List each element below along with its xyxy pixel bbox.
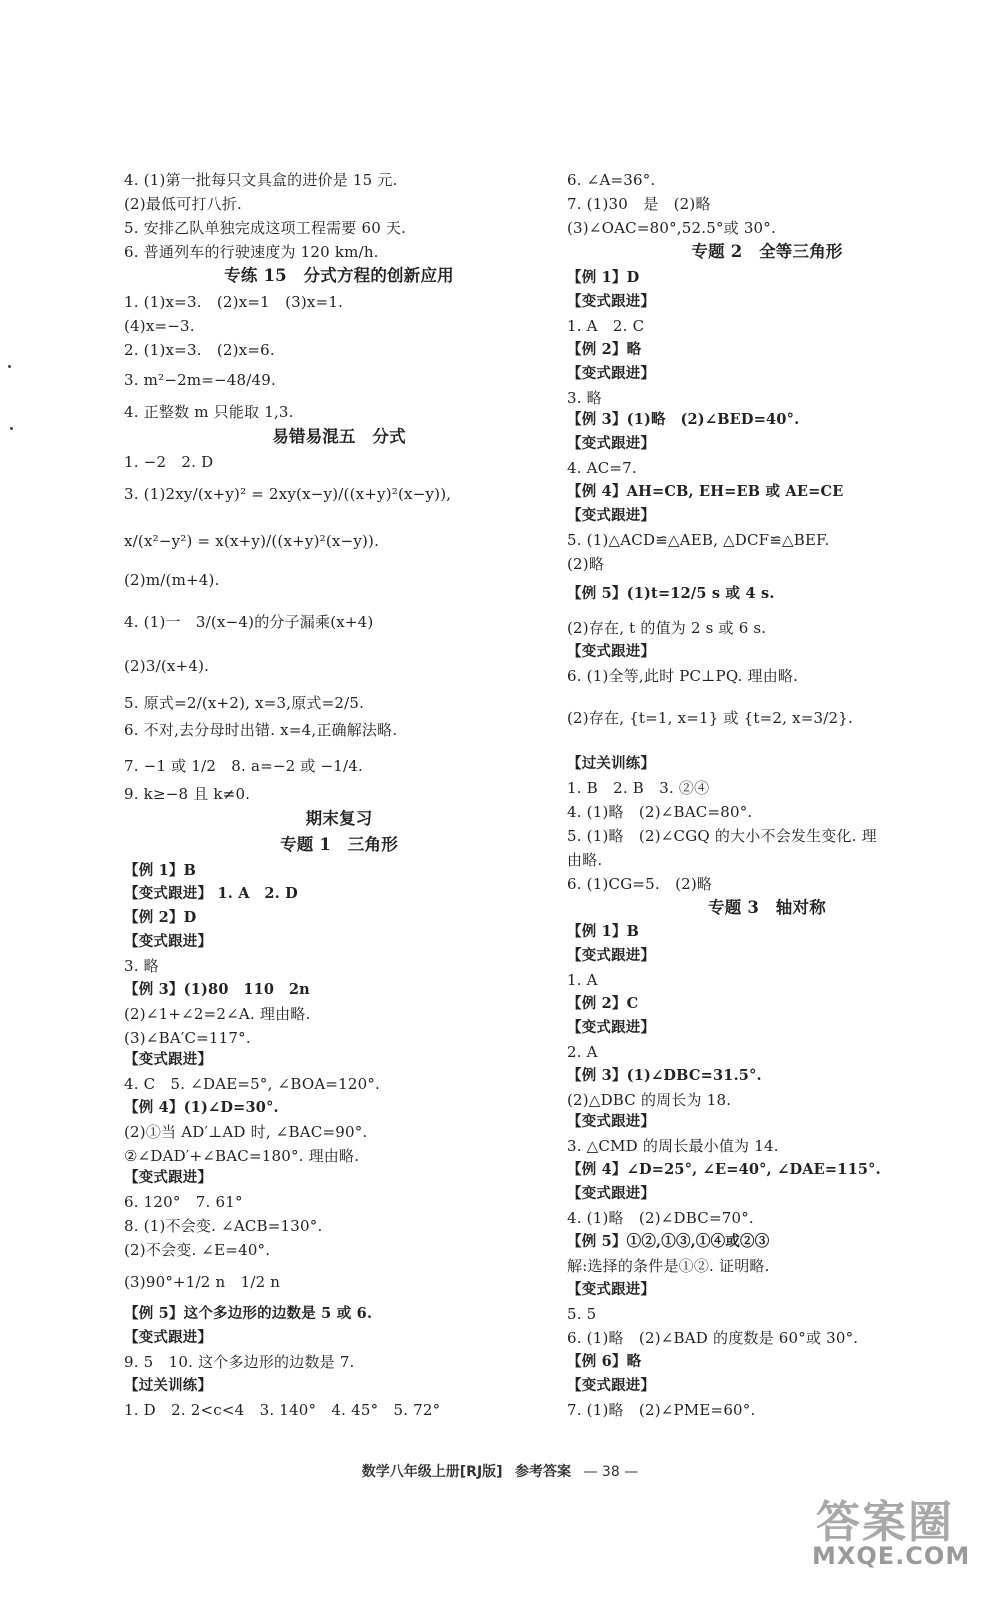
answer-label-line: 【例 3】(1)∠DBC=31.5°.: [567, 1067, 762, 1084]
section-heading: 易错易混五 分式: [272, 427, 406, 446]
answer-line: 6. (1)略 (2)∠BAD 的度数是 60°或 30°.: [567, 1329, 859, 1347]
answer-line: (2)∠1+∠2=2∠A. 理由略.: [124, 1005, 311, 1023]
answer-line: 9. k≥−8 且 k≠0.: [124, 785, 251, 803]
answer-line: x/(x²−y²) = x(x+y)/((x+y)²(x−y)).: [124, 532, 380, 550]
answer-line: 7. −1 或 1/2 8. a=−2 或 −1/4.: [124, 757, 363, 775]
answer-line: 9. 5 10. 这个多边形的边数是 7.: [124, 1353, 355, 1371]
answer-label-line: 【变式跟进】 1. A 2. D: [124, 885, 298, 902]
answer-line: 3. △CMD 的周长最小值为 14.: [567, 1137, 779, 1155]
answer-line: 7. (1)30 是 (2)略: [567, 195, 711, 213]
answer-label-line: 【例 4】AH=CB, EH=EB 或 AE=CE: [567, 483, 844, 500]
answer-line: 2. A: [567, 1043, 598, 1061]
footer-book-title: 数学八年级上册[RJ版]: [361, 1464, 503, 1480]
answer-label-line: 【过关训练】: [567, 755, 656, 772]
page-number: — 38 —: [583, 1464, 639, 1480]
scan-speck: [10, 427, 13, 430]
answer-line: 4. C 5. ∠DAE=5°, ∠BOA=120°.: [124, 1075, 381, 1093]
answer-line: 6. 不对,去分母时出错. x=4,正确解法略.: [124, 721, 398, 739]
answer-line: (3)∠OAC=80°,52.5°或 30°.: [567, 219, 776, 237]
answer-label-line: 【变式跟进】: [567, 1185, 656, 1202]
answer-line: (3)∠BA′C=117°.: [124, 1029, 251, 1047]
answer-line: 5. (1)略 (2)∠CGQ 的大小不会发生变化. 理: [567, 827, 877, 845]
answer-line: 1. D 2. 2<c<4 3. 140° 4. 45° 5. 72°: [124, 1401, 441, 1419]
answer-label-line: 【变式跟进】: [567, 365, 656, 382]
answer-label-line: 【变式跟进】: [567, 293, 656, 310]
answer-label-line: 【例 1】D: [567, 269, 640, 286]
answer-line: (2)3/(x+4).: [124, 657, 210, 675]
answer-line: (3)90°+1/2 n 1/2 n: [124, 1273, 281, 1291]
watermark-logo: [812, 1482, 980, 1592]
scan-speck: [8, 365, 11, 368]
answer-line: (2)m/(m+4).: [124, 571, 220, 589]
answer-line: (2)存在, t 的值为 2 s 或 6 s.: [567, 619, 767, 637]
answer-line: 5. (1)△ACD≌△AEB, △DCF≌△BEF.: [567, 531, 830, 549]
answer-line: ②∠DAD′+∠BAC=180°. 理由略.: [124, 1147, 360, 1165]
answer-line: 3. (1)2xy/(x+y)² = 2xy(x−y)/((x+y)²(x−y)),: [124, 485, 452, 503]
answer-label-line: 【例 2】略: [567, 341, 642, 358]
answer-line: (2)存在, {t=1, x=1} 或 {t=2, x=3/2}.: [567, 709, 853, 727]
answer-line: (2)不会变. ∠E=40°.: [124, 1241, 271, 1259]
answer-label-line: 【变式跟进】: [567, 1377, 656, 1394]
answer-line: 7. (1)略 (2)∠PME=60°.: [567, 1401, 756, 1419]
section-heading: 专题 3 轴对称: [708, 898, 826, 917]
section-heading: 专题 1 三角形: [280, 835, 398, 854]
answer-line: 3. 略: [567, 389, 602, 407]
answer-label-line: 【例 6】略: [567, 1353, 642, 1370]
answer-label-line: 【过关训练】: [124, 1377, 213, 1394]
answer-label-line: 【例 5】①②,①③,①④或②③: [567, 1233, 770, 1250]
answer-label-line: 【变式跟进】: [124, 933, 213, 950]
answer-label-line: 【变式跟进】: [567, 1113, 656, 1130]
answer-label-line: 【例 3】(1)80 110 2n: [124, 981, 310, 998]
answer-line: 4. AC=7.: [567, 459, 637, 477]
watermark-bottom-text: MXQE.COM: [812, 1542, 971, 1570]
answer-label-line: 【例 1】B: [567, 923, 640, 940]
answer-line: (2)略: [567, 555, 605, 573]
answer-line: 由略.: [567, 851, 603, 869]
section-heading: 期末复习: [305, 809, 373, 828]
answer-label-line: 【变式跟进】: [567, 507, 656, 524]
footer-section: 参考答案: [515, 1464, 572, 1480]
answer-line: 5. 5: [567, 1305, 597, 1323]
watermark-top-text: 答案圈: [816, 1497, 954, 1548]
answer-label-line: 【例 2】C: [567, 995, 639, 1012]
answer-line: 2. (1)x=3. (2)x=6.: [124, 341, 275, 359]
answer-line: 4. 正整数 m 只能取 1,3.: [124, 403, 294, 421]
answer-line: 6. 120° 7. 61°: [124, 1193, 243, 1211]
answer-line: 1. −2 2. D: [124, 453, 214, 471]
answer-label-line: 【例 5】(1)t=12/5 s 或 4 s.: [567, 585, 775, 602]
section-heading: 专练 15 分式方程的创新应用: [224, 266, 454, 285]
answer-line: 5. 原式=2/(x+2), x=3,原式=2/5.: [124, 694, 365, 712]
page-footer: [0, 1461, 1000, 1481]
answer-label-line: 【例 5】这个多边形的边数是 5 或 6.: [124, 1305, 373, 1322]
answer-label-line: 【变式跟进】: [567, 1281, 656, 1298]
answer-label-line: 【例 1】B: [124, 862, 197, 879]
answer-label-line: 【变式跟进】: [567, 947, 656, 964]
answer-line: 6. ∠A=36°.: [567, 171, 656, 189]
answer-line: 6. (1)全等,此时 PC⊥PQ. 理由略.: [567, 667, 799, 685]
answer-label-line: 【变式跟进】: [124, 1329, 213, 1346]
answer-line: 1. B 2. B 3. ②④: [567, 779, 710, 797]
answer-line: 6. 普通列车的行驶速度为 120 km/h.: [124, 243, 379, 261]
answer-line: 3. 略: [124, 957, 159, 975]
section-heading: 专题 2 全等三角形: [691, 242, 843, 261]
answer-line: 6. (1)CG=5. (2)略: [567, 875, 713, 893]
answer-label-line: 【例 3】(1)略 (2)∠BED=40°.: [567, 411, 800, 428]
answer-line: 4. (1)一 3/(x−4)的分子漏乘(x+4): [124, 613, 374, 631]
answer-line: 4. (1)略 (2)∠BAC=80°.: [567, 803, 753, 821]
answer-line: (2)①当 AD′⊥AD 时, ∠BAC=90°.: [124, 1123, 368, 1141]
answer-label-line: 【变式跟进】: [124, 1169, 213, 1186]
answer-line: 解:选择的条件是①②. 证明略.: [567, 1257, 770, 1275]
answer-line: 4. (1)第一批每只文具盒的进价是 15 元.: [124, 171, 398, 189]
answer-line: (2)△DBC 的周长为 18.: [567, 1091, 732, 1109]
answer-line: (2)最低可打八折.: [124, 195, 243, 213]
answer-line: 5. 安排乙队单独完成这项工程需要 60 天.: [124, 219, 407, 237]
answer-line: 4. (1)略 (2)∠DBC=70°.: [567, 1209, 754, 1227]
answer-line: (4)x=−3.: [124, 317, 195, 335]
answer-label-line: 【变式跟进】: [567, 1019, 656, 1036]
answer-line: 3. m²−2m=−48/49.: [124, 371, 276, 389]
answer-label-line: 【例 4】(1)∠D=30°.: [124, 1099, 279, 1116]
answer-line: 1. A: [567, 971, 598, 989]
answer-label-line: 【变式跟进】: [567, 435, 656, 452]
answer-line: 1. A 2. C: [567, 317, 645, 335]
answer-label-line: 【变式跟进】: [567, 643, 656, 660]
answer-label-line: 【变式跟进】: [124, 1051, 213, 1068]
answer-label-line: 【例 4】∠D=25°, ∠E=40°, ∠DAE=115°.: [567, 1161, 881, 1178]
answer-line: 8. (1)不会变. ∠ACB=130°.: [124, 1217, 323, 1235]
answer-line: 1. (1)x=3. (2)x=1 (3)x=1.: [124, 293, 344, 311]
answer-label-line: 【例 2】D: [124, 909, 197, 926]
